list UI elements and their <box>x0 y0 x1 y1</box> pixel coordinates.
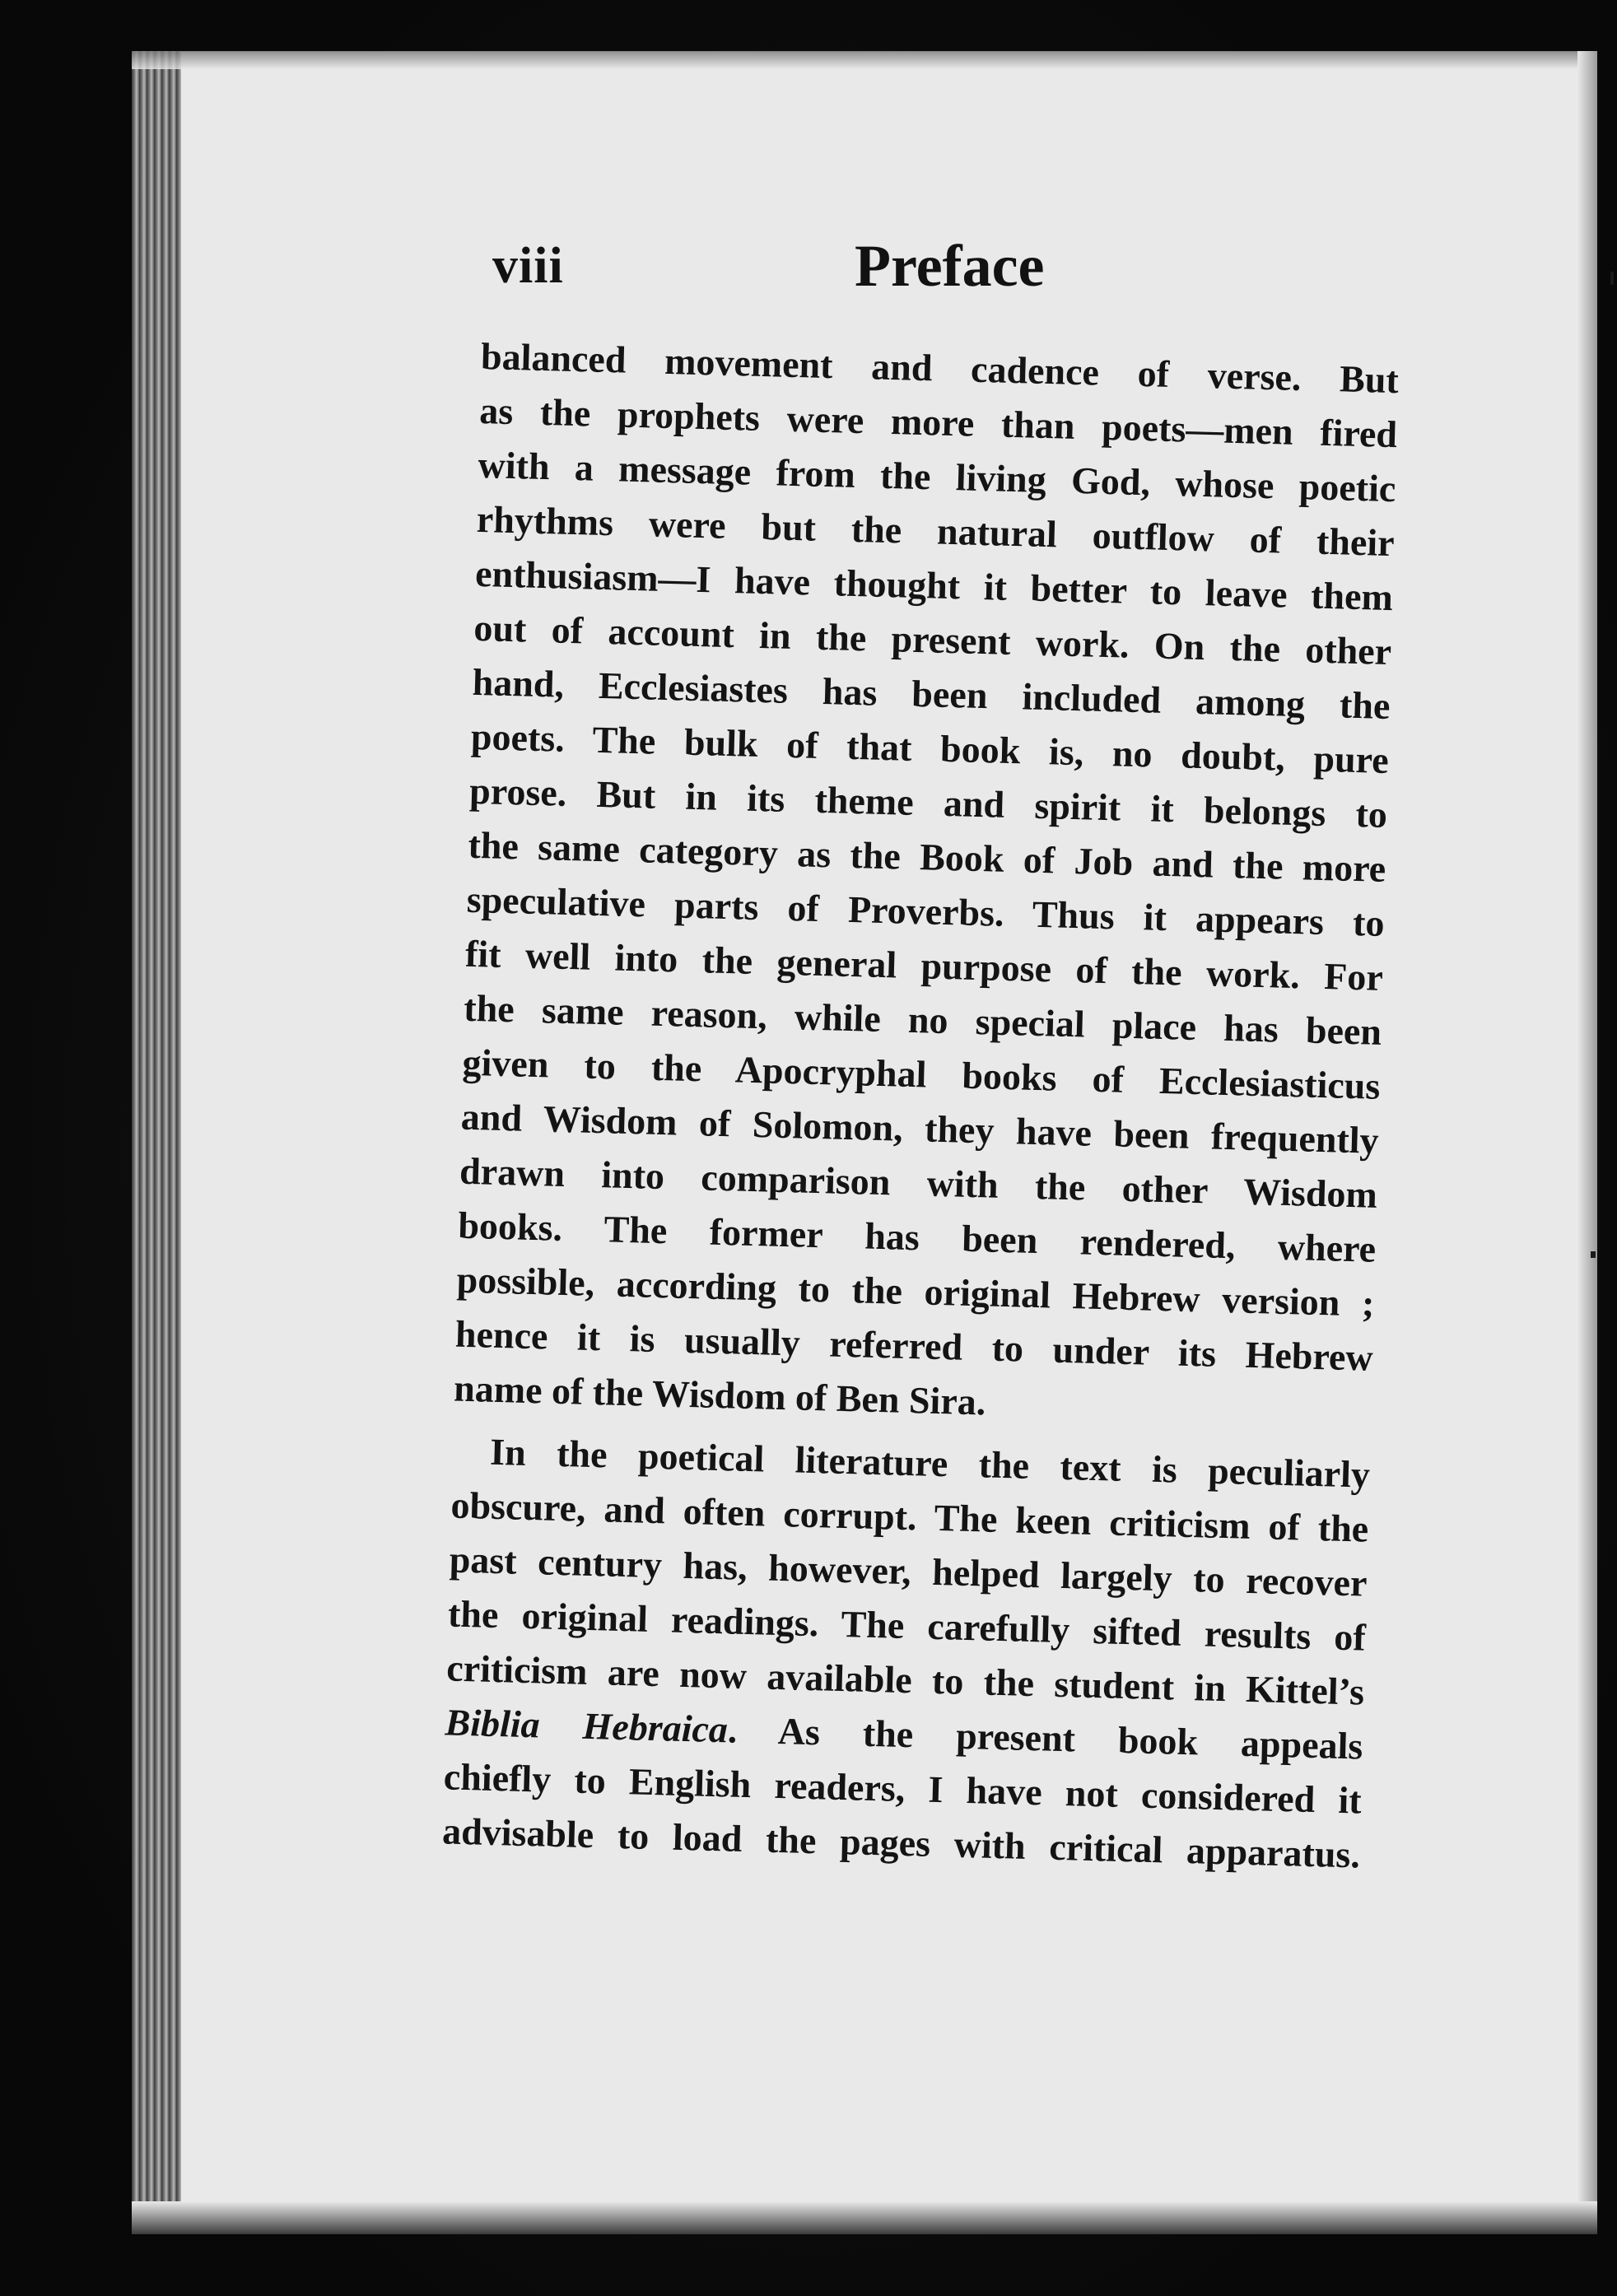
page-title: Preface <box>855 233 1045 299</box>
page-top-shadow <box>132 51 1597 69</box>
text-line: obscure, and often corrupt. The keen criticism of the <box>450 1483 1369 1550</box>
text-line: fit well into the general purpose of the work. For <box>464 932 1384 999</box>
text-line: criticism are now available to the student in Kittel’s <box>445 1646 1365 1713</box>
text-line: the same category as the Book of Job and the more <box>467 823 1386 890</box>
page-number: viii <box>492 238 564 294</box>
text-line: hand, Ecclesiastes has been included among the <box>472 660 1391 728</box>
text-line: the same reason, while no special place has been <box>463 986 1382 1053</box>
text-line: drawn into comparison with the other Wisdom <box>459 1149 1378 1216</box>
text-line: enthusiasm—I have thought it better to leave them <box>474 552 1394 619</box>
text-line: poets. The bulk of that book is, no doubt, pure <box>470 715 1390 782</box>
text-line: prose. But in its theme and spirit it belongs to <box>468 769 1388 836</box>
page-header <box>492 222 1398 321</box>
text-line: as the prophets were more than poets—men fired <box>478 389 1398 456</box>
text-line: with a message from the living God, whose poetic <box>478 443 1396 510</box>
text-line: and Wisdom of Solomon, they have been frequently <box>460 1095 1380 1162</box>
italic-title: Biblia Hebraica <box>445 1701 729 1751</box>
paragraph-2 <box>441 1424 1370 1883</box>
text-line: Biblia Hebraica. As the present book appeals <box>445 1701 1363 1767</box>
text-line: In the poetical literature the text is peculiarly <box>489 1430 1371 1496</box>
text-line: rhythms were but the natural outflow of their <box>476 497 1396 565</box>
paragraph-1 <box>453 329 1399 1440</box>
page-bottom-shadow <box>132 2201 1597 2234</box>
text-line: balanced movement and cadence of verse. But <box>480 334 1400 402</box>
scan-speck <box>1591 1251 1596 1258</box>
text-line: possible, according to the original Hebrew version ; <box>456 1258 1376 1325</box>
body-text <box>441 329 1399 1883</box>
text-line: out of account in the present work. On the other <box>473 606 1392 673</box>
page-right-edge <box>1577 51 1597 2234</box>
text-line: advisable to load the pages with critical apparatus. <box>441 1809 1361 1876</box>
text-line: past century has, however, helped largely to recover <box>449 1538 1368 1604</box>
text-line: chiefly to English readers, I have not considered it <box>443 1755 1363 1822</box>
text-line: name of the Wisdom of Ben Sira. <box>453 1367 986 1423</box>
scan-speck <box>1610 272 1614 285</box>
page-binding-edge <box>132 51 181 2234</box>
text-line: hence it is usually referred to under its Hebrew <box>454 1312 1374 1379</box>
text-line: given to the Apocryphal books of Ecclesiasticus <box>462 1041 1381 1107</box>
text-line: the original readings. The carefully sifted results of <box>447 1592 1367 1659</box>
text-line: speculative parts of Proverbs. Thus it appears to <box>466 878 1386 944</box>
text-line: books. The former has been rendered, where <box>457 1204 1377 1270</box>
